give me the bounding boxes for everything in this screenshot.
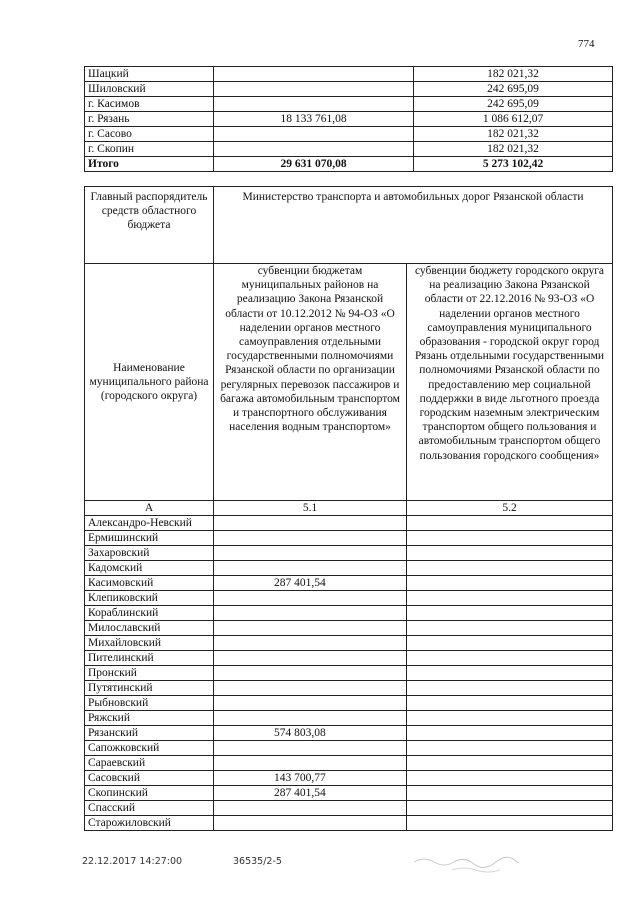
value-5-1	[214, 696, 407, 711]
value-5-2	[407, 636, 613, 651]
table-row	[85, 531, 613, 546]
amount-col-1	[214, 142, 414, 157]
district-name: Рязанский	[85, 726, 214, 741]
value-5-1	[214, 801, 407, 816]
table-row	[85, 127, 613, 142]
district-name: Захаровский	[85, 546, 214, 561]
value-5-2	[407, 666, 613, 681]
header-row-ministry	[85, 187, 613, 264]
value-5-2	[407, 786, 613, 801]
table-row	[85, 591, 613, 606]
subsidy-table	[84, 186, 613, 831]
table-row	[85, 142, 613, 157]
amount-col-2: 5 273 102,42	[414, 157, 613, 172]
value-5-1: 287 401,54	[214, 786, 407, 801]
amount-col-2: 182 021,32	[414, 127, 613, 142]
amount-col-1: 18 133 761,08	[214, 112, 414, 127]
district-name: г. Касимов	[85, 97, 214, 112]
district-name: г. Скопин	[85, 142, 214, 157]
value-5-1	[214, 816, 407, 831]
value-5-2	[407, 816, 613, 831]
table-row	[85, 801, 613, 816]
table-row	[85, 112, 613, 127]
footer-timestamp: 22.12.2017 14:27:00	[82, 856, 183, 867]
totals-table	[84, 66, 613, 172]
value-5-1	[214, 591, 407, 606]
district-name: Пронский	[85, 666, 214, 681]
table-row	[85, 67, 613, 82]
value-5-2	[407, 606, 613, 621]
table-row	[85, 97, 613, 112]
district-name: Итого	[85, 157, 214, 172]
table-row	[85, 636, 613, 651]
value-5-2	[407, 531, 613, 546]
index-5-1: 5.1	[214, 501, 407, 516]
value-5-1	[214, 621, 407, 636]
amount-col-2: 242 695,09	[414, 82, 613, 97]
table-row	[85, 756, 613, 771]
amount-col-1	[214, 127, 414, 142]
value-5-2	[407, 801, 613, 816]
column-5-2-description: субвенции бюджету городского округа на реализацию Закона Рязанской области от 22.12.2016 № 93-ОЗ «О наделении органов местного самоуправления муниципального образования - городской округ город Рязань отдельными государственными полномочиями Рязанской области по предоставлению мер социальной поддержки в виде льготного проезда городским наземным электрическим транспортом общего пользования и автомобильным транспортом общего пользования городского сообщения»	[407, 264, 613, 501]
column-label: Наименование муниципального района (городского округа)	[85, 264, 214, 501]
amount-col-2: 182 021,32	[414, 67, 613, 82]
table-row	[85, 576, 613, 591]
index-5-2: 5.2	[407, 501, 613, 516]
value-5-2	[407, 741, 613, 756]
district-name: Рыбновский	[85, 696, 214, 711]
value-5-1	[214, 711, 407, 726]
table-row	[85, 606, 613, 621]
value-5-2	[407, 591, 613, 606]
value-5-2	[407, 771, 613, 786]
district-name: Сараевский	[85, 756, 214, 771]
value-5-2	[407, 546, 613, 561]
district-name: Сапожковский	[85, 741, 214, 756]
value-5-2	[407, 561, 613, 576]
value-5-2	[407, 651, 613, 666]
column-5-1-description: субвенции бюджетам муниципальных районов на реализацию Закона Рязанской области от 10.12.2012 № 94-ОЗ «О наделении органов местного самоуправления отдельными государственными полномочиями Рязанской области по организации регулярных перевозок пассажиров и багажа автомобильным транспортом и транспортного обслуживания населения водным транспортом»	[214, 264, 407, 501]
faint-signature-mark	[412, 852, 542, 876]
district-name: Шацкий	[85, 67, 214, 82]
value-5-2	[407, 726, 613, 741]
district-name: Кораблинский	[85, 606, 214, 621]
page-number: 774	[578, 38, 595, 50]
value-5-1	[214, 666, 407, 681]
value-5-2	[407, 681, 613, 696]
table-row	[85, 771, 613, 786]
amount-col-1	[214, 82, 414, 97]
district-name: г. Рязань	[85, 112, 214, 127]
district-name: Путятинский	[85, 681, 214, 696]
district-name: Милославский	[85, 621, 214, 636]
table-row	[85, 726, 613, 741]
value-5-1: 574 803,08	[214, 726, 407, 741]
value-5-1: 143 700,77	[214, 771, 407, 786]
index-a: А	[85, 501, 214, 516]
table-row	[85, 786, 613, 801]
district-name: Касимовский	[85, 576, 214, 591]
header-left: Главный распорядитель средств областного бюджета	[85, 187, 214, 264]
district-name: Скопинский	[85, 786, 214, 801]
value-5-2	[407, 576, 613, 591]
table-row	[85, 711, 613, 726]
district-name: Ермишинский	[85, 531, 214, 546]
table-row	[85, 666, 613, 681]
header-ministry: Министерство транспорта и автомобильных дорог Рязанской области	[214, 187, 613, 264]
index-row	[85, 501, 613, 516]
district-name: Александро-Невский	[85, 516, 214, 531]
amount-col-2: 1 086 612,07	[414, 112, 613, 127]
amount-col-1: 29 631 070,08	[214, 157, 414, 172]
table-row	[85, 741, 613, 756]
table-row	[85, 816, 613, 831]
table-row	[85, 82, 613, 97]
value-5-1	[214, 531, 407, 546]
value-5-1	[214, 681, 407, 696]
amount-col-2: 182 021,32	[414, 142, 613, 157]
value-5-1	[214, 516, 407, 531]
table-row	[85, 561, 613, 576]
district-name: Кадомский	[85, 561, 214, 576]
value-5-1	[214, 606, 407, 621]
amount-col-2: 242 695,09	[414, 97, 613, 112]
value-5-1	[214, 651, 407, 666]
value-5-1: 287 401,54	[214, 576, 407, 591]
district-name: Сасовский	[85, 771, 214, 786]
amount-col-1	[214, 97, 414, 112]
table-row	[85, 621, 613, 636]
district-name: Спасский	[85, 801, 214, 816]
table-row	[85, 696, 613, 711]
header-row-descriptions	[85, 264, 613, 501]
district-name: г. Сасово	[85, 127, 214, 142]
value-5-1	[214, 756, 407, 771]
amount-col-1	[214, 67, 414, 82]
table-row	[85, 681, 613, 696]
value-5-2	[407, 696, 613, 711]
district-name: Клепиковский	[85, 591, 214, 606]
table-row	[85, 651, 613, 666]
table-row	[85, 516, 613, 531]
value-5-2	[407, 711, 613, 726]
value-5-1	[214, 561, 407, 576]
total-row	[85, 157, 613, 172]
district-name: Старожиловский	[85, 816, 214, 831]
value-5-2	[407, 621, 613, 636]
value-5-1	[214, 636, 407, 651]
value-5-1	[214, 546, 407, 561]
table-row	[85, 546, 613, 561]
value-5-1	[214, 741, 407, 756]
district-name: Ряжский	[85, 711, 214, 726]
value-5-2	[407, 756, 613, 771]
value-5-2	[407, 516, 613, 531]
district-name: Михайловский	[85, 636, 214, 651]
district-name: Шиловский	[85, 82, 214, 97]
district-name: Пителинский	[85, 651, 214, 666]
footer-doc-id: 36535/2-5	[233, 856, 282, 867]
